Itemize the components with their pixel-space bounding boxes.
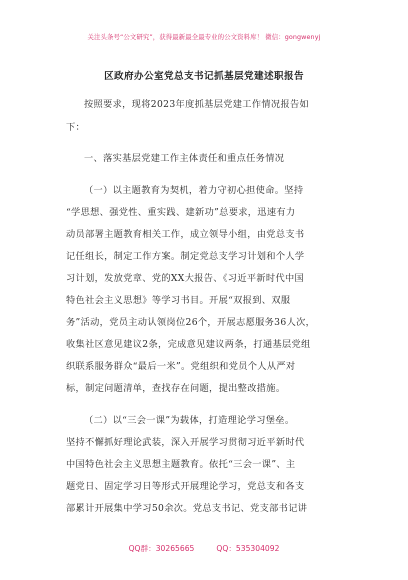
qq-number: QQ：535304092 bbox=[216, 544, 280, 553]
qq-group-number: QQ群：30265665 bbox=[128, 544, 195, 553]
body-line: 习计划，发放党章、党的XX大报告、《习近平新时代中国 bbox=[66, 273, 305, 284]
body-line: 特色社会主义思想》等学习书目。开展“双报到、双服 bbox=[66, 295, 291, 306]
subsection-heading: （一）以主题教育为契机，着力守初心担使命。坚持 bbox=[84, 185, 304, 196]
document-title: 区政府办公室党总支书记抓基层党建述职报告 bbox=[104, 71, 304, 82]
body-line: 中国特色社会主义思想主题教育。依托“三会一课”、主 bbox=[66, 459, 296, 470]
body-line: 题党日、固定学习日等形式开展理论学习，党总支和各支 bbox=[66, 481, 305, 492]
top-banner: 关注头条号“公文研究”，获得最新最全最专业的公文资料库！ 微信：gongwenyj bbox=[87, 33, 321, 41]
body-line: 标，制定问题清单，查找存在问题，提出整改措施。 bbox=[66, 383, 286, 394]
body-line: 动员部署主题教育相关工作，成立领导小组，由党总支书 bbox=[66, 229, 305, 240]
body-line: 务”活动，党员主动认领岗位26个，开展志愿服务36人次， bbox=[66, 317, 316, 328]
body-line: 下： bbox=[66, 122, 86, 133]
body-line: 织联系服务群众“最后一米”。党组织和党员个人从严对 bbox=[66, 361, 296, 372]
body-line: 坚持不懈抓好理论武装，深入开展学习贯彻习近平新时代 bbox=[66, 437, 305, 448]
section-heading: 一、落实基层党建工作主体责任和重点任务情况 bbox=[84, 153, 285, 164]
body-line: 收集社区意见建议2条，完成意见建议两条，打通基层党组 bbox=[66, 339, 311, 350]
subsection-heading: （二）以“三会一课”为载体，打造理论学习堡垒。 bbox=[84, 415, 295, 426]
body-line: 部累计开展集中学习50余次。党总支书记、党支部书记讲 bbox=[66, 503, 308, 514]
body-line: 记任组长，制定工作方案。制定党总支学习计划和个人学 bbox=[66, 251, 305, 262]
body-line: “学思想、强党性、重实践、建新功”总要求，迅速有力 bbox=[66, 207, 296, 218]
footer-contact bbox=[0, 543, 408, 554]
body-line: 按照要求，现将2023年度抓基层党建工作情况报告如 bbox=[84, 99, 310, 110]
